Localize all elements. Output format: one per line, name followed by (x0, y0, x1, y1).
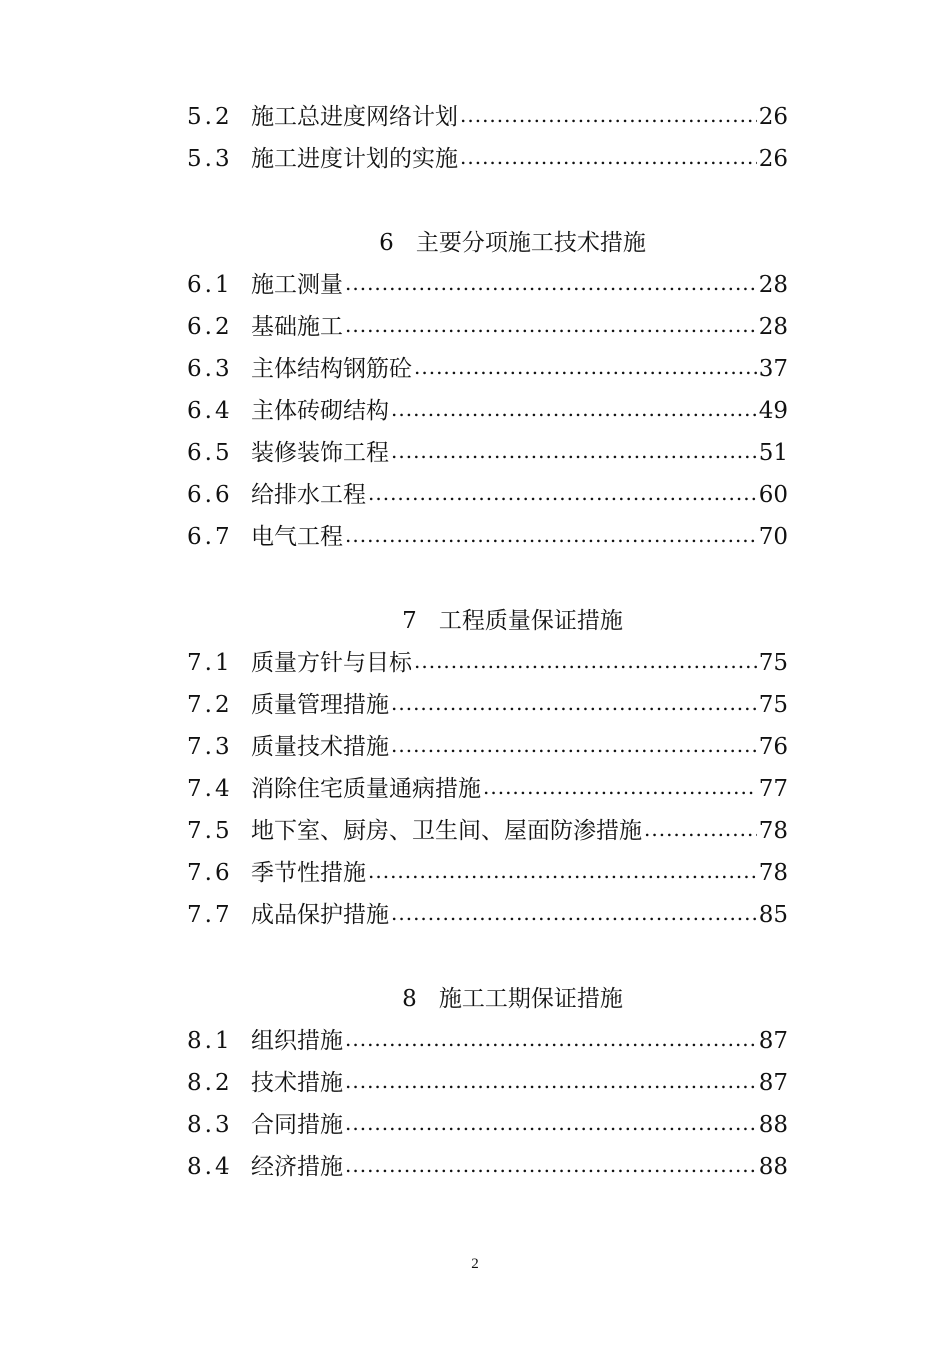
dot-leader (345, 514, 757, 556)
entry-number: 5.3 (187, 146, 233, 172)
entry-label: 消除住宅质量通病措施 (251, 776, 481, 802)
section-heading (187, 600, 788, 642)
entry-label: 给排水工程 (251, 482, 366, 508)
table-of-contents (187, 96, 788, 1188)
entry-number: 6.3 (187, 356, 233, 382)
entry-label: 电气工程 (251, 524, 343, 550)
entry-number: 7.4 (187, 776, 233, 802)
entry-page-number: 78 (758, 818, 788, 844)
entry-number: 6.5 (187, 440, 233, 466)
entry-label: 经济措施 (251, 1154, 343, 1180)
toc-entry[interactable] (187, 516, 788, 558)
section-title: 工程质量保证措施 (438, 608, 623, 634)
entry-label: 成品保护措施 (251, 902, 389, 928)
toc-entry[interactable] (187, 432, 788, 474)
entry-page-number: 88 (758, 1112, 788, 1138)
dot-leader (345, 1102, 757, 1144)
entry-number: 8.2 (187, 1070, 233, 1096)
entry-label: 施工总进度网络计划 (251, 104, 458, 130)
entry-label: 质量管理措施 (251, 692, 389, 718)
entry-label: 主体结构钢筋砼 (251, 356, 412, 382)
entry-page-number: 88 (758, 1154, 788, 1180)
toc-section (187, 978, 788, 1188)
dot-leader (391, 892, 757, 934)
toc-entry[interactable] (187, 390, 788, 432)
entry-page-number: 28 (758, 272, 788, 298)
entry-number: 7.2 (187, 692, 233, 718)
dot-leader (414, 346, 757, 388)
entry-number: 6.4 (187, 398, 233, 424)
dot-leader (368, 472, 757, 514)
entry-label: 质量方针与目标 (251, 650, 412, 676)
toc-entry[interactable] (187, 264, 788, 306)
entry-page-number: 49 (758, 398, 788, 424)
entry-page-number: 85 (758, 902, 788, 928)
toc-entry[interactable] (187, 810, 788, 852)
entry-page-number: 78 (758, 860, 788, 886)
toc-entry[interactable] (187, 1104, 788, 1146)
dot-leader (345, 262, 757, 304)
entry-number: 6.2 (187, 314, 233, 340)
toc-entry[interactable] (187, 684, 788, 726)
toc-entry[interactable] (187, 1020, 788, 1062)
toc-entry[interactable] (187, 1146, 788, 1188)
entry-page-number: 87 (758, 1070, 788, 1096)
dot-leader (391, 388, 757, 430)
section-number: 8 (402, 986, 417, 1012)
dot-leader (345, 1018, 757, 1060)
section-number: 6 (379, 230, 394, 256)
entry-number: 5.2 (187, 104, 233, 130)
toc-section (187, 222, 788, 558)
entry-number: 7.3 (187, 734, 233, 760)
entry-page-number: 28 (758, 314, 788, 340)
dot-leader (460, 136, 757, 178)
entry-page-number: 76 (758, 734, 788, 760)
dot-leader (391, 682, 757, 724)
section-heading (187, 222, 788, 264)
section-heading (187, 978, 788, 1020)
entry-page-number: 37 (758, 356, 788, 382)
toc-entry[interactable] (187, 306, 788, 348)
entry-page-number: 51 (758, 440, 788, 466)
entry-label: 季节性措施 (251, 860, 366, 886)
entry-number: 6.7 (187, 524, 233, 550)
entry-page-number: 70 (758, 524, 788, 550)
section-title: 施工工期保证措施 (438, 986, 623, 1012)
toc-entry[interactable] (187, 1062, 788, 1104)
entry-number: 6.6 (187, 482, 233, 508)
entry-label: 地下室、厨房、卫生间、屋面防渗措施 (251, 818, 642, 844)
entry-number: 8.3 (187, 1112, 233, 1138)
page-number-footer: 2 (471, 1256, 479, 1272)
toc-entry[interactable] (187, 894, 788, 936)
dot-leader (345, 304, 757, 346)
entry-number: 8.1 (187, 1028, 233, 1054)
toc-entry[interactable] (187, 642, 788, 684)
toc-entry[interactable] (187, 852, 788, 894)
dot-leader (345, 1060, 757, 1102)
entry-label: 技术措施 (251, 1070, 343, 1096)
entry-page-number: 77 (758, 776, 788, 802)
entry-page-number: 87 (758, 1028, 788, 1054)
entry-label: 基础施工 (251, 314, 343, 340)
toc-entry[interactable] (187, 768, 788, 810)
toc-entry[interactable] (187, 96, 788, 138)
entry-label: 主体砖砌结构 (251, 398, 389, 424)
entry-number: 6.1 (187, 272, 233, 298)
entry-label: 施工测量 (251, 272, 343, 298)
toc-entry[interactable] (187, 726, 788, 768)
toc-entry[interactable] (187, 138, 788, 180)
section-title: 主要分项施工技术措施 (415, 230, 646, 256)
entry-label: 组织措施 (251, 1028, 343, 1054)
dot-leader (414, 640, 757, 682)
dot-leader (483, 766, 757, 808)
dot-leader (644, 808, 757, 850)
toc-section (187, 600, 788, 936)
entry-label: 合同措施 (251, 1112, 343, 1138)
dot-leader (391, 430, 757, 472)
entry-page-number: 26 (758, 146, 788, 172)
entry-page-number: 26 (758, 104, 788, 130)
entry-label: 施工进度计划的实施 (251, 146, 458, 172)
dot-leader (345, 1144, 757, 1186)
entry-number: 7.5 (187, 818, 233, 844)
entry-label: 质量技术措施 (251, 734, 389, 760)
section-number: 7 (402, 608, 417, 634)
entry-number: 7.7 (187, 902, 233, 928)
dot-leader (460, 94, 757, 136)
toc-entry[interactable] (187, 348, 788, 390)
entry-number: 7.6 (187, 860, 233, 886)
entry-number: 7.1 (187, 650, 233, 676)
entry-page-number: 60 (758, 482, 788, 508)
entry-number: 8.4 (187, 1154, 233, 1180)
toc-section (187, 96, 788, 180)
entry-label: 装修装饰工程 (251, 440, 389, 466)
entry-page-number: 75 (758, 692, 788, 718)
dot-leader (368, 850, 757, 892)
toc-entry[interactable] (187, 474, 788, 516)
dot-leader (391, 724, 757, 766)
entry-page-number: 75 (758, 650, 788, 676)
